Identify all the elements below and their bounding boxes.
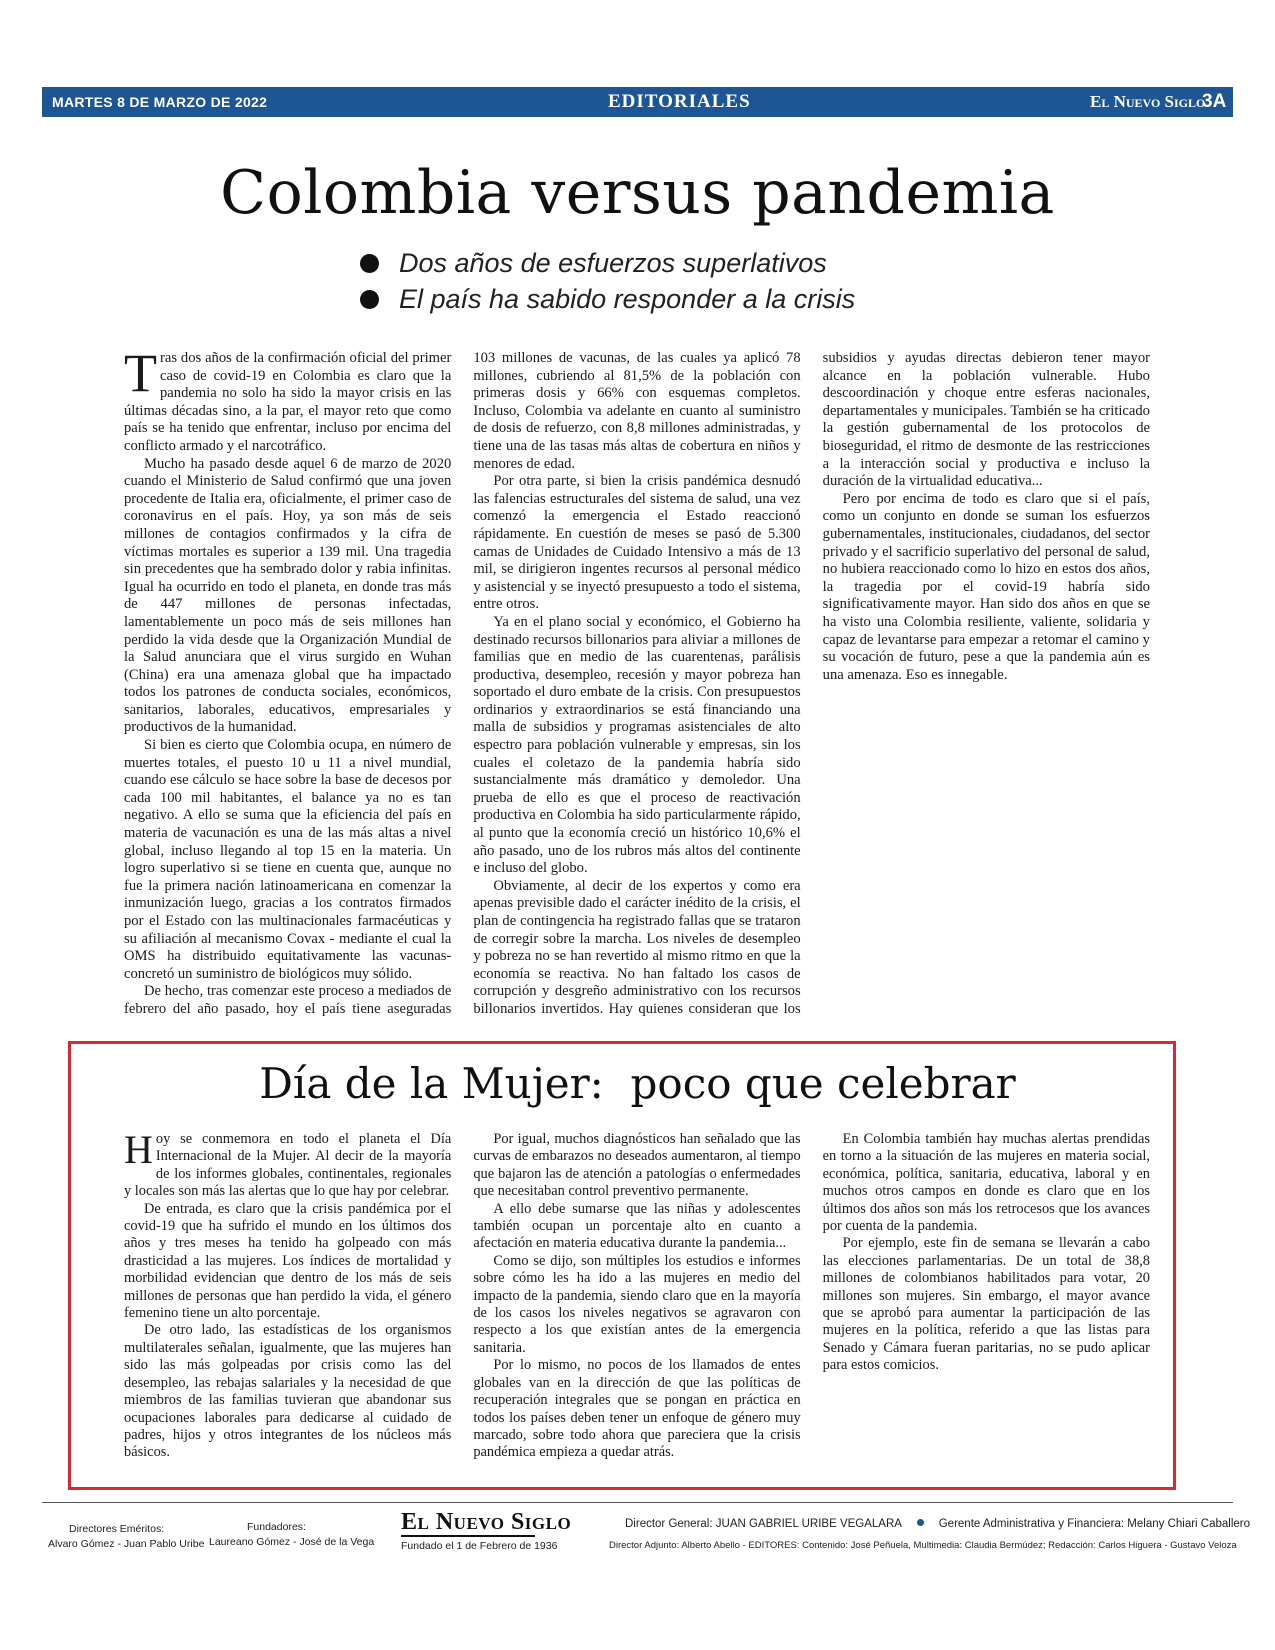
header-bar	[42, 87, 1233, 117]
section-title: EDITORIALES	[608, 91, 751, 112]
article-paragraph: De entrada, es claro que la crisis pandémica por el covid-19 que ha sufrido el mundo en los últimos dos años y tres meses ha tenido ha golpeado con más drasticidad a las mujeres. Los índices de mortalidad y morbilidad evidencian que dentro de los más de seis millones de personas que han perdido la vida, el género femenino tiene un alto porcentaje.	[124, 1200, 452, 1322]
article-paragraph: Pero por encima de todo es claro que si el país, como un conjunto en donde se suman los esfuerzos gubernamentales, institucionales, ciudadanos, del sector privado y el sacrificio superlativo del personal de salud, no hubiera reaccionado como lo hizo en estos dos años, la tragedia por el covid-19 habría sido significativamente mayor. Han sido dos años en que se ha visto una Colombia resiliente, valiente, solidaria y capaz de levantarse para empezar a retomar el camino y su vocación de futuro, pese a que la pandemia aún es una amenaza. Eso es innegable.	[822, 490, 1150, 683]
article-paragraph: A ello debe sumarse que las niñas y adolescentes también ocupan un porcentaje alto en cuanto a afectación en materia educativa durante la pandemia...	[473, 1200, 801, 1252]
drop-cap: T	[124, 343, 157, 403]
gerente-label: Gerente Administrativa y Financiera:	[938, 1518, 1125, 1530]
main-headline: Colombia versus pandemia	[220, 158, 1055, 228]
directores-label: Directores Eméritos:	[69, 1523, 165, 1535]
article-paragraph: Obviamente, al decir de los expertos y como era apenas previsible dado el carácter inédito de la crisis, el plan de contingencia ha registrado fallas que se trataron de corregir sobre la marcha. Los niveles de desempleo y pobreza no se han revertido al mismo ritmo en que la economía se reactiva. No han faltado los casos de corrupción y desgreño administrativo con los recursos billonarios invertidos. Hay quienes consideran que los subsidios y ayudas directas debieron tener mayor alcance en la población vulnerable. Hubo descoordinación y choque entre esferas nacionales, departamentales y municipales. También se ha criticado la gestión gubernamental de los protocolos de bioseguridad, el ritmo de desmonte de las restricciones a la interacción social y productiva e incluso la duración de la virtualidad educativa...	[473, 350, 1150, 1017]
masthead-logo: El Nuevo Siglo	[1090, 92, 1206, 111]
article-paragraph: Por otra parte, si bien la crisis pandémica desnudó las falencias estructurales del sistema de salud, una vez comenzó la emergencia el Estado reaccionó rápidamente. En cuestión de meses se pasó de 5.300 camas de Unidades de Cuidado Intensivo a más de 13 mil, se dirigieron ingentes recursos al personal médico y asistencial y se inyectó presupuesto a todo el sistema, entre otros.	[473, 473, 801, 613]
subhead-item	[360, 281, 855, 317]
secondary-article-body	[124, 1127, 1150, 1475]
gerente-name: Melany Chiari Caballero	[1127, 1518, 1251, 1530]
paragraph-text: oy se conmemora en todo el planeta el Día Internacional de la Mujer. Al decir de la mayoría de los informes globales, continentales, regionales y locales son más las alertas que lo que hay por celebrar.	[124, 1131, 452, 1200]
subheads-list	[360, 245, 855, 317]
directores-names: Alvaro Gómez - Juan Pablo Uribe	[48, 1538, 205, 1550]
article-paragraph: Mucho ha pasado desde aquel 6 de marzo de 2020 cuando el Ministerio de Salud confirmó que una joven procedente de Italia era, oficialmente, el primer caso de coronavirus en el país. Hoy, ya son más de seis millones de contagios confirmados y la cifra de víctimas mortales es superior a 139 mil. Una tragedia sin precedentes que ha sembrado dolor y rabia infinitas. Igual ha ocurrido en todo el planeta, en donde tras más de 447 millones de personas infectadas, lamentablemente un poco más de seis millones han perdido la vida desde que la Organización Mundial de la Salud anunciara que el virus surgido en Wuhan (China) era una amenaza global que ha impactado todos los patrones de conducta sociales, económicos, sanitarios, laborales, educativos, empresariales y productivos de la humanidad.	[124, 455, 452, 736]
article-paragraph: Por igual, muchos diagnósticos han señalado que las curvas de embarazos no deseados aumentaron, al tiempo que bajaron las de atención a patologías o enfermedades que necesitaban control preventivo permanente.	[473, 1131, 801, 1200]
director-general-label: Director General:	[625, 1518, 713, 1530]
main-article-body	[124, 343, 1150, 1030]
director-general-name: JUAN GABRIEL URIBE VEGALARA	[715, 1518, 902, 1530]
separator-dot-icon	[917, 1519, 924, 1526]
article-paragraph	[124, 1127, 452, 1201]
secondary-headline: Día de la Mujer: poco que celebrar	[259, 1059, 1016, 1108]
fundadores-names: Laureano Gómez - José de la Vega	[209, 1536, 375, 1548]
management-line	[625, 1518, 1250, 1530]
footer-divider	[42, 1502, 1233, 1503]
article-paragraph: Por lo mismo, no pocos de los llamados de entes globales van en la dirección de que las políticas de recuperación integrales que se pongan en práctica en todos los países deben tener un enfoque de género muy marcado, sobre todo ahora que pareciera que la crisis pandémica empieza a quedar atrás.	[473, 1357, 801, 1461]
staff-credits: Director Adjunto: Alberto Abello - EDITORES: Contenido: José Peñuela, Multimedia: Claudia Bermúdez; Redacción: Carlos Higuera - Gustavo Veloza	[609, 1540, 1237, 1551]
article-paragraph: Ya en el plano social y económico, el Gobierno ha destinado recursos billonarios para aliviar a millones de familias que en medio de las cuarentenas, parálisis productiva, desempleo, recesión y mayor pobreza han soportado el duro embate de la crisis. Con presupuestos ordinarios y extraordinarios se está financiando una malla de subsidios y programas asistenciales de alto espectro para población vulnerable y empresas, sin los cuales el coletazo de la pandemia habría sido sustancialmente más dramático y demoledor. Una prueba de ello es que el proceso de reactivación productiva en Colombia ha sido particularmente rápido, al punto que la economía creció un histórico 10,6% el año pasado, uno de los rubros más altos del continente e incluso del globo.	[473, 613, 801, 877]
subhead-item	[360, 245, 855, 281]
article-paragraph: De hecho, tras comenzar este proceso a mediados de febrero del año pasado, hoy el país tiene aseguradas 103 millones de vacunas, de las cuales ya aplicó 78 millones, cubriendo al 81,5% de la población con primeras dosis y 66% con esquemas completos. Incluso, Colombia va adelante en cuanto al suministro de dosis de refuerzo, con 8,8 millones administradas, y tiene una de las tasas más altas de cobertura en niños y menores de edad.	[124, 350, 801, 1017]
article-paragraph	[124, 343, 452, 456]
article-paragraph: Por ejemplo, este fin de semana se llevarán a cabo las elecciones parlamentarias. De un total de 38,8 millones de colombianos habilitados para votar, 20 millones son mujeres. Sin embargo, el mayor avance que se aprobó para aumentar la participación de las mujeres en la política, referido a que las listas para Senado y Cámara fueran paritarias, no se pudo aplicar para estos comicios.	[822, 1235, 1150, 1374]
page-number: 3A	[1202, 91, 1227, 112]
article-paragraph: De otro lado, las estadísticas de los organismos multilaterales señalan, igualmente, que las mujeres han sido las más golpeadas por crisis como las del desempleo, las rebajas salariales y la necesidad de que miembros de las familias tuvieran que abandonar sus ocupaciones laborales para dedicarse al cuidado de padres, hijos y otros integrantes de los núcleos más básicos.	[124, 1322, 452, 1461]
article-paragraph: Si bien es cierto que Colombia ocupa, en número de muertes totales, el puesto 10 u 11 a nivel mundial, cuando ese cálculo se hace sobre la base de decesos por cada 100 mil habitantes, el balance ya no es tan negativo. A ello se suma que la eficiencia del país en materia de vacunación es una de las más altas a nivel global, incluso llegando al top 15 en la materia. Un logro superlativo si se tiene en cuenta que, aunque no fue la primera nación latinoamericana en comenzar la inmunización luego, gracias a los contratos firmados por el Estado con las multinacionales farmacéuticas y su afiliación al mecanismo Covax - mediante el cual la OMS ha distribuido equitativamente las vacunas- concretó un suministro de biológicos muy sólido.	[124, 737, 452, 982]
article-paragraph: En Colombia también hay muchas alertas prendidas en torno a la situación de las mujeres en materia social, económica, política, sanitaria, educativa, laboral y en muchos otros campos en donde es claro que en los últimos dos años son más los retrocesos que los avances por cuenta de la pandemia.	[822, 1131, 1150, 1235]
footer-logo: El Nuevo Siglo	[401, 1509, 572, 1535]
fundadores-label: Fundadores:	[247, 1521, 306, 1533]
drop-cap: H	[124, 1127, 153, 1172]
subhead-text: Dos años de esfuerzos superlativos	[399, 248, 827, 278]
issue-date: MARTES 8 DE MARZO DE 2022	[52, 94, 268, 110]
subhead-text: El país ha sabido responder a la crisis	[399, 284, 856, 314]
bullet-icon	[360, 290, 379, 309]
article-paragraph: Como se dijo, son múltiples los estudios e informes sobre cómo les ha ido a las mujeres en medio del impacto de la pandemia, siendo claro que en la mayoría de los casos los niveles negativos se agravaron con respecto a los que existían antes de la emergencia sanitaria.	[473, 1252, 801, 1356]
paragraph-text: ras dos años de la confirmación oficial del primer caso de covid-19 en Colombia es claro que la pandemia no solo ha sido la mayor crisis en las últimas décadas sino, a la par, el mayor reto que como país se ha tenido que enfrentar, incluso por encima del conflicto armado y el narcotráfico.	[124, 350, 452, 454]
footer-logo-underline	[401, 1535, 535, 1537]
founded-date: Fundado el 1 de Febrero de 1936	[401, 1540, 558, 1552]
bullet-icon	[360, 254, 379, 273]
